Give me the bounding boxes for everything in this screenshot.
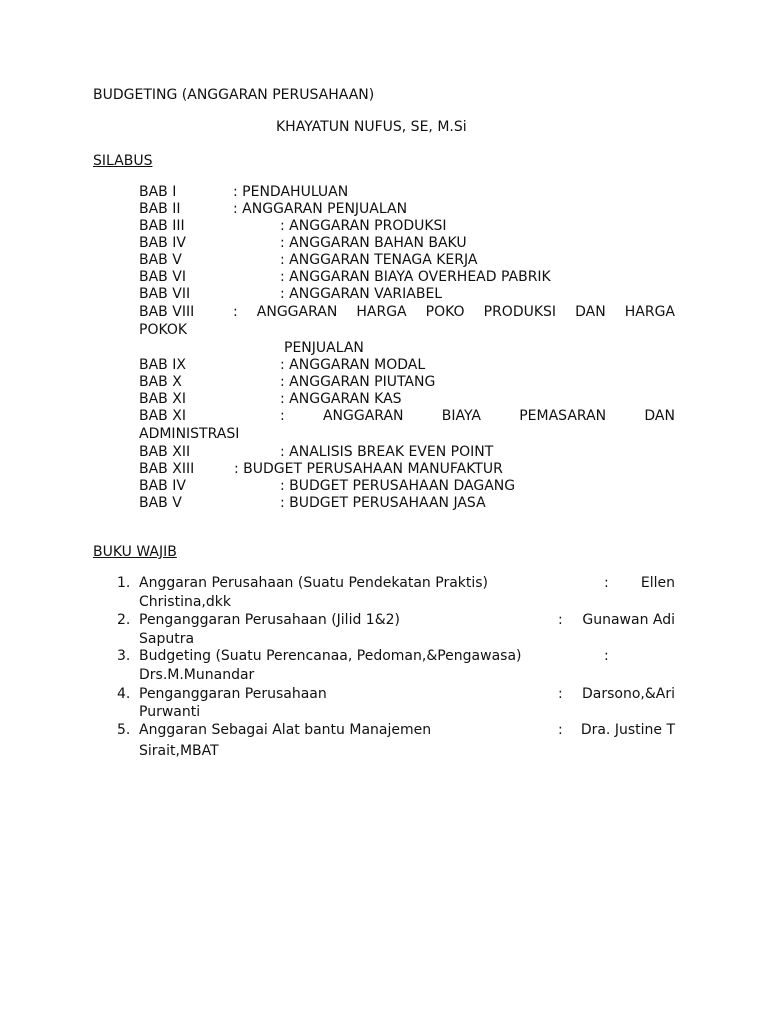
chapter-8-topic-word: HARGA [624,304,675,320]
chapter-9-bab: BAB IX [139,357,186,373]
chapter-12-topic-word: ANGGARAN [322,408,404,424]
chapter-1-topic: : PENDAHULUAN [233,184,349,200]
chapter-13-bab: BAB XII [139,444,191,460]
chapter-12-topic-word: BIAYA [441,408,481,424]
book-1-number: 1. [117,575,131,591]
chapter-8-topic [233,304,675,321]
chapter-2-topic: : ANGGARAN PENJUALAN [233,201,408,217]
chapter-14-bab: BAB XIII [139,461,195,477]
book-4-author: Darsono,&Ari [581,686,675,702]
book-1-author-wrap: Christina,dkk [139,594,231,610]
chapter-3-topic: : ANGGARAN PRODUKSI [280,218,447,234]
chapter-2-bab: BAB II [139,201,181,217]
syllabus-heading: SILABUS [93,153,153,169]
book-3-colon: : [604,648,609,664]
book-4-title: Penganggaran Perusahaan [139,686,327,702]
chapter-16-bab: BAB V [139,495,182,511]
chapter-7-bab: BAB VII [139,286,191,302]
book-2-author: Gunawan Adi [582,612,675,628]
chapter-15-topic: : BUDGET PERUSAHAAN DAGANG [280,478,516,494]
chapter-3-bab: BAB III [139,218,185,234]
chapter-11-topic: : ANGGARAN KAS [280,391,402,407]
chapter-8-topic-word: : [233,304,238,320]
book-5-number: 5. [117,722,131,738]
chapter-4-topic: : ANGGARAN BAHAN BAKU [280,235,467,251]
chapter-7-topic: : ANGGARAN VARIABEL [280,286,443,302]
chapter-5-topic: : ANGGARAN TENAGA KERJA [280,252,478,268]
chapter-10-bab: BAB X [139,374,182,390]
chapter-11-bab: BAB XI [139,391,186,407]
chapter-14-topic: : BUDGET PERUSAHAAN MANUFAKTUR [234,461,503,477]
chapter-12-topic-word: : [280,408,285,424]
book-2-title: Penganggaran Perusahaan (Jilid 1&2) [139,612,400,628]
book-2-number: 2. [117,612,131,628]
chapter-6-topic: : ANGGARAN BIAYA OVERHEAD PABRIK [280,269,551,285]
chapter-8-topic-word: DAN [575,304,606,320]
chapter-13-topic: : ANALISIS BREAK EVEN POINT [280,444,494,460]
book-1-colon: : [604,575,609,591]
book-5-author-wrap: Sirait,MBAT [139,743,219,759]
chapter-12-topic-word: PEMASARAN [519,408,607,424]
chapter-12-topic-wrap: ADMINISTRASI [139,426,240,442]
books-heading: BUKU WAJIB [93,544,177,560]
chapter-10-topic: : ANGGARAN PIUTANG [280,374,436,390]
chapter-9-topic: : ANGGARAN MODAL [280,357,426,373]
chapter-8-topic-word: HARGA [356,304,407,320]
chapter-8-topic-word: ANGGARAN [256,304,338,320]
book-3-title: Budgeting (Suatu Perencanaa, Pedoman,&Pengawasa) [139,648,522,664]
chapter-4-bab: BAB IV [139,235,186,251]
book-5-title: Anggaran Sebagai Alat bantu Manajemen [139,722,432,738]
book-1-title: Anggaran Perusahaan (Suatu Pendekatan Praktis) [139,575,489,591]
chapter-12-bab: BAB XI [139,408,186,424]
book-5-author: Dra. Justine T [580,722,675,738]
book-2-colon: : [558,612,563,628]
book-2-author-wrap: Saputra [139,631,195,647]
chapter-6-bab: BAB VI [139,269,186,285]
chapter-8-topic-cont: PENJUALAN [284,340,364,356]
book-3-author-wrap: Drs.M.Munandar [139,667,255,683]
chapter-1-bab: BAB I [139,184,177,200]
book-4-colon: : [558,686,563,702]
chapter-5-bab: BAB V [139,252,182,268]
chapter-16-topic: : BUDGET PERUSAHAAN JASA [280,495,486,511]
book-3-number: 3. [117,648,131,664]
author-name: KHAYATUN NUFUS, SE, M.Si [276,119,467,135]
book-4-number: 4. [117,686,131,702]
chapter-8-topic-word: POKO [425,304,465,320]
chapter-8-topic-word: PRODUKSI [483,304,557,320]
chapter-15-bab: BAB IV [139,478,186,494]
chapter-12-topic [280,408,675,425]
chapter-12-topic-word: DAN [644,408,675,424]
chapter-8-topic-wrap: POKOK [139,322,188,338]
document-title: BUDGETING (ANGGARAN PERUSAHAAN) [93,87,375,103]
book-4-author-wrap: Purwanti [139,704,201,720]
book-1-author: Ellen [640,575,675,591]
chapter-8-bab: BAB VIII [139,304,195,320]
book-5-colon: : [558,722,563,738]
